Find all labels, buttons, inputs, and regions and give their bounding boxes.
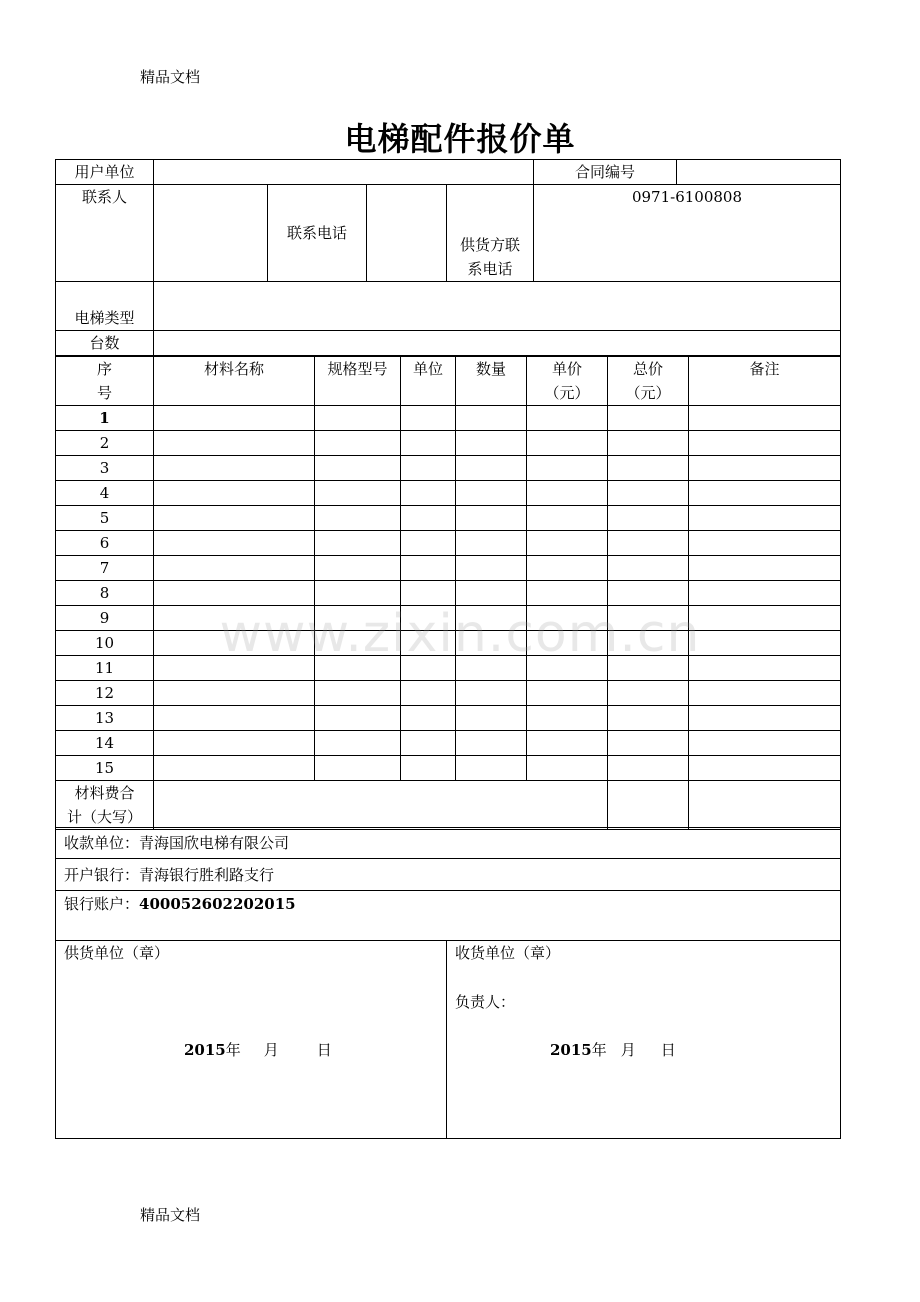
row-seq: 1 xyxy=(56,406,154,431)
row-price-cell[interactable] xyxy=(527,506,608,531)
row-material-cell[interactable] xyxy=(154,456,315,481)
row-unit-cell[interactable] xyxy=(401,681,456,706)
table-row xyxy=(56,481,841,506)
row-seq: 4 xyxy=(56,481,154,506)
row-total-cell[interactable] xyxy=(608,631,689,656)
contract-no-label: 合同编号 xyxy=(534,160,677,185)
responsible-label: 负责人： xyxy=(455,993,516,1011)
row-spec-cell[interactable] xyxy=(315,556,401,581)
row-total-cell[interactable] xyxy=(608,506,689,531)
row-unit-cell[interactable] xyxy=(401,431,456,456)
table-row xyxy=(56,631,841,656)
payee: 收款单位：青海国欣电梯有限公司 xyxy=(56,828,841,859)
row-price-cell[interactable] xyxy=(527,756,608,781)
row-total-cell[interactable] xyxy=(608,556,689,581)
receiver-date-ri: 日 xyxy=(660,1041,676,1059)
row-total-cell[interactable] xyxy=(608,481,689,506)
col-seq-line1: 序 xyxy=(96,360,112,378)
contact-phone-field[interactable] xyxy=(367,185,447,282)
row-material-cell[interactable] xyxy=(154,656,315,681)
row-spec-cell[interactable] xyxy=(315,606,401,631)
row-price-cell[interactable] xyxy=(527,556,608,581)
receiver-date-year: 2015 xyxy=(550,1041,592,1059)
table-row xyxy=(56,456,841,481)
row-material-cell[interactable] xyxy=(154,581,315,606)
row-qty-cell[interactable] xyxy=(456,506,527,531)
row-spec-cell[interactable] xyxy=(315,756,401,781)
row-price-cell[interactable] xyxy=(527,481,608,506)
receiver-seal-label: 收货单位（章） xyxy=(455,944,561,962)
row-total-cell[interactable] xyxy=(608,581,689,606)
row-total-cell[interactable] xyxy=(608,656,689,681)
row-qty-cell[interactable] xyxy=(456,431,527,456)
row-material-cell[interactable] xyxy=(154,606,315,631)
row-material-cell[interactable] xyxy=(154,506,315,531)
row-spec-cell[interactable] xyxy=(315,406,401,431)
supplier-phone-value: 0971-6100808 xyxy=(534,185,841,282)
contact-label: 联系人 xyxy=(56,185,154,282)
items-header-row xyxy=(56,357,841,406)
receiver-date-nian: 年 xyxy=(591,1041,607,1059)
row-remark-cell[interactable] xyxy=(689,431,841,456)
col-remark: 备注 xyxy=(689,357,841,406)
row-material-cell[interactable] xyxy=(154,531,315,556)
subtotal-label xyxy=(56,781,154,830)
row-seq: 9 xyxy=(56,606,154,631)
row-seq: 3 xyxy=(56,456,154,481)
row-qty-cell[interactable] xyxy=(456,756,527,781)
row-remark-cell[interactable] xyxy=(689,706,841,731)
row-qty-cell[interactable] xyxy=(456,681,527,706)
row-seq: 13 xyxy=(56,706,154,731)
row-spec-cell[interactable] xyxy=(315,631,401,656)
subtotal-amount-field[interactable] xyxy=(154,781,608,830)
row-seq: 14 xyxy=(56,731,154,756)
row-spec-cell[interactable] xyxy=(315,456,401,481)
account-label: 银行账户： xyxy=(64,895,140,913)
subtotal-total-field[interactable] xyxy=(608,781,689,830)
row-material-cell[interactable] xyxy=(154,731,315,756)
table-row xyxy=(56,756,841,781)
row-seq: 5 xyxy=(56,506,154,531)
supplier-date-nian: 年 xyxy=(225,1041,241,1059)
row-total-cell[interactable] xyxy=(608,606,689,631)
col-qty: 数量 xyxy=(456,357,527,406)
row-total-cell[interactable] xyxy=(608,456,689,481)
table-row xyxy=(56,506,841,531)
payment-table xyxy=(55,827,841,1139)
row-qty-cell[interactable] xyxy=(456,556,527,581)
row-total-cell[interactable] xyxy=(608,706,689,731)
row-unit-cell[interactable] xyxy=(401,631,456,656)
header-note: 精品文档 xyxy=(140,68,201,86)
col-seq-line2: 号 xyxy=(96,384,112,402)
row-unit-cell[interactable] xyxy=(401,581,456,606)
row-unit-cell[interactable] xyxy=(401,706,456,731)
subtotal-label-line1: 材料费合 xyxy=(74,784,135,802)
row-unit-cell[interactable] xyxy=(401,531,456,556)
footer-note: 精品文档 xyxy=(140,1206,201,1224)
row-spec-cell[interactable] xyxy=(315,681,401,706)
row-material-cell[interactable] xyxy=(154,631,315,656)
col-total xyxy=(608,357,689,406)
watermark: www.zixin.com.cn xyxy=(219,604,701,664)
row-unit-cell[interactable] xyxy=(401,556,456,581)
row-material-cell[interactable] xyxy=(154,556,315,581)
row-qty-cell[interactable] xyxy=(456,631,527,656)
row-price-cell[interactable] xyxy=(527,456,608,481)
row-unit-cell[interactable] xyxy=(401,506,456,531)
user-unit-field[interactable] xyxy=(154,160,534,185)
row-material-cell[interactable] xyxy=(154,431,315,456)
contact-field[interactable] xyxy=(154,185,268,282)
col-total-line2: （元） xyxy=(625,384,671,402)
row-remark-cell[interactable] xyxy=(689,581,841,606)
row-qty-cell[interactable] xyxy=(456,706,527,731)
row-total-cell[interactable] xyxy=(608,731,689,756)
row-unit-cell[interactable] xyxy=(401,406,456,431)
row-remark-cell[interactable] xyxy=(689,681,841,706)
row-price-cell[interactable] xyxy=(527,431,608,456)
items-table xyxy=(55,356,841,830)
subtotal-row xyxy=(56,781,841,830)
row-seq: 7 xyxy=(56,556,154,581)
row-total-cell[interactable] xyxy=(608,431,689,456)
row-qty-cell[interactable] xyxy=(456,731,527,756)
row-qty-cell[interactable] xyxy=(456,456,527,481)
bank: 开户银行：青海银行胜利路支行 xyxy=(56,859,841,891)
row-seq: 12 xyxy=(56,681,154,706)
row-spec-cell[interactable] xyxy=(315,581,401,606)
table-row xyxy=(56,681,841,706)
row-remark-cell[interactable] xyxy=(689,481,841,506)
supplier-date-year: 2015 xyxy=(184,1041,226,1059)
row-unit-cell[interactable] xyxy=(401,606,456,631)
row-total-cell[interactable] xyxy=(608,531,689,556)
units-count-field[interactable] xyxy=(154,331,841,356)
row-price-cell[interactable] xyxy=(527,706,608,731)
account-number: 400052602202015 xyxy=(139,895,296,913)
supplier-phone-label-line2: 系电话 xyxy=(467,260,513,278)
row-material-cell[interactable] xyxy=(154,706,315,731)
row-price-cell[interactable] xyxy=(527,581,608,606)
row-seq: 8 xyxy=(56,581,154,606)
row-price-cell[interactable] xyxy=(527,731,608,756)
receiver-date xyxy=(550,1038,676,1062)
row-spec-cell[interactable] xyxy=(315,531,401,556)
units-count-label: 台数 xyxy=(56,331,154,356)
row-seq: 15 xyxy=(56,756,154,781)
col-price-line2: （元） xyxy=(544,384,590,402)
contact-phone-label: 联系电话 xyxy=(268,185,367,282)
table-row xyxy=(56,406,841,431)
receiver-date-yue: 月 xyxy=(620,1041,636,1059)
table-row xyxy=(56,706,841,731)
supplier-seal-label: 供货单位（章） xyxy=(64,944,170,962)
row-material-cell[interactable] xyxy=(154,406,315,431)
col-spec: 规格型号 xyxy=(315,357,401,406)
table-row xyxy=(56,731,841,756)
row-price-cell[interactable] xyxy=(527,681,608,706)
row-price-cell[interactable] xyxy=(527,531,608,556)
subtotal-remark-field[interactable] xyxy=(689,781,841,830)
row-price-cell[interactable] xyxy=(527,631,608,656)
row-price-cell[interactable] xyxy=(527,406,608,431)
row-remark-cell[interactable] xyxy=(689,556,841,581)
row-spec-cell[interactable] xyxy=(315,731,401,756)
row-spec-cell[interactable] xyxy=(315,506,401,531)
row-material-cell[interactable] xyxy=(154,756,315,781)
row-seq: 11 xyxy=(56,656,154,681)
row-spec-cell[interactable] xyxy=(315,431,401,456)
elevator-type-label: 电梯类型 xyxy=(56,282,154,331)
supplier-date-ri: 日 xyxy=(316,1041,332,1059)
row-seq: 10 xyxy=(56,631,154,656)
col-unit: 单位 xyxy=(401,357,456,406)
row-spec-cell[interactable] xyxy=(315,481,401,506)
row-qty-cell[interactable] xyxy=(456,656,527,681)
supplier-date xyxy=(184,1038,332,1062)
user-unit-label: 用户单位 xyxy=(56,160,154,185)
row-total-cell[interactable] xyxy=(608,756,689,781)
elevator-type-field[interactable] xyxy=(154,282,841,331)
row-remark-cell[interactable] xyxy=(689,606,841,631)
row-unit-cell[interactable] xyxy=(401,456,456,481)
row-spec-cell[interactable] xyxy=(315,706,401,731)
row-seq: 2 xyxy=(56,431,154,456)
row-material-cell[interactable] xyxy=(154,681,315,706)
table-row xyxy=(56,656,841,681)
row-total-cell[interactable] xyxy=(608,406,689,431)
row-qty-cell[interactable] xyxy=(456,581,527,606)
row-remark-cell[interactable] xyxy=(689,456,841,481)
table-row xyxy=(56,531,841,556)
row-qty-cell[interactable] xyxy=(456,606,527,631)
row-remark-cell[interactable] xyxy=(689,531,841,556)
row-qty-cell[interactable] xyxy=(456,531,527,556)
col-total-line1: 总价 xyxy=(632,360,663,378)
supplier-phone-label xyxy=(447,185,534,282)
row-qty-cell[interactable] xyxy=(456,406,527,431)
row-qty-cell[interactable] xyxy=(456,481,527,506)
row-unit-cell[interactable] xyxy=(401,756,456,781)
row-unit-cell[interactable] xyxy=(401,656,456,681)
table-row xyxy=(56,431,841,456)
header-info-table xyxy=(55,159,841,356)
document-title: 电梯配件报价单 xyxy=(344,120,576,158)
contract-no-field[interactable] xyxy=(677,160,841,185)
row-spec-cell[interactable] xyxy=(315,656,401,681)
row-unit-cell[interactable] xyxy=(401,481,456,506)
row-remark-cell[interactable] xyxy=(689,406,841,431)
row-remark-cell[interactable] xyxy=(689,656,841,681)
receiver-seal-box xyxy=(447,941,841,1139)
row-remark-cell[interactable] xyxy=(689,506,841,531)
row-price-cell[interactable] xyxy=(527,606,608,631)
row-price-cell[interactable] xyxy=(527,656,608,681)
row-remark-cell[interactable] xyxy=(689,631,841,656)
col-material: 材料名称 xyxy=(154,357,315,406)
row-remark-cell[interactable] xyxy=(689,731,841,756)
account-row xyxy=(56,891,841,941)
row-remark-cell[interactable] xyxy=(689,756,841,781)
table-row xyxy=(56,556,841,581)
supplier-seal-box xyxy=(56,941,447,1139)
table-row xyxy=(56,581,841,606)
row-seq: 6 xyxy=(56,531,154,556)
subtotal-label-line2: 计（大写） xyxy=(66,808,142,826)
col-seq xyxy=(56,357,154,406)
col-price-line1: 单价 xyxy=(551,360,582,378)
supplier-phone-label-line1: 供货方联 xyxy=(459,236,520,254)
table-row xyxy=(56,606,841,631)
row-total-cell[interactable] xyxy=(608,681,689,706)
row-unit-cell[interactable] xyxy=(401,731,456,756)
supplier-date-yue: 月 xyxy=(263,1041,279,1059)
col-price xyxy=(527,357,608,406)
row-material-cell[interactable] xyxy=(154,481,315,506)
